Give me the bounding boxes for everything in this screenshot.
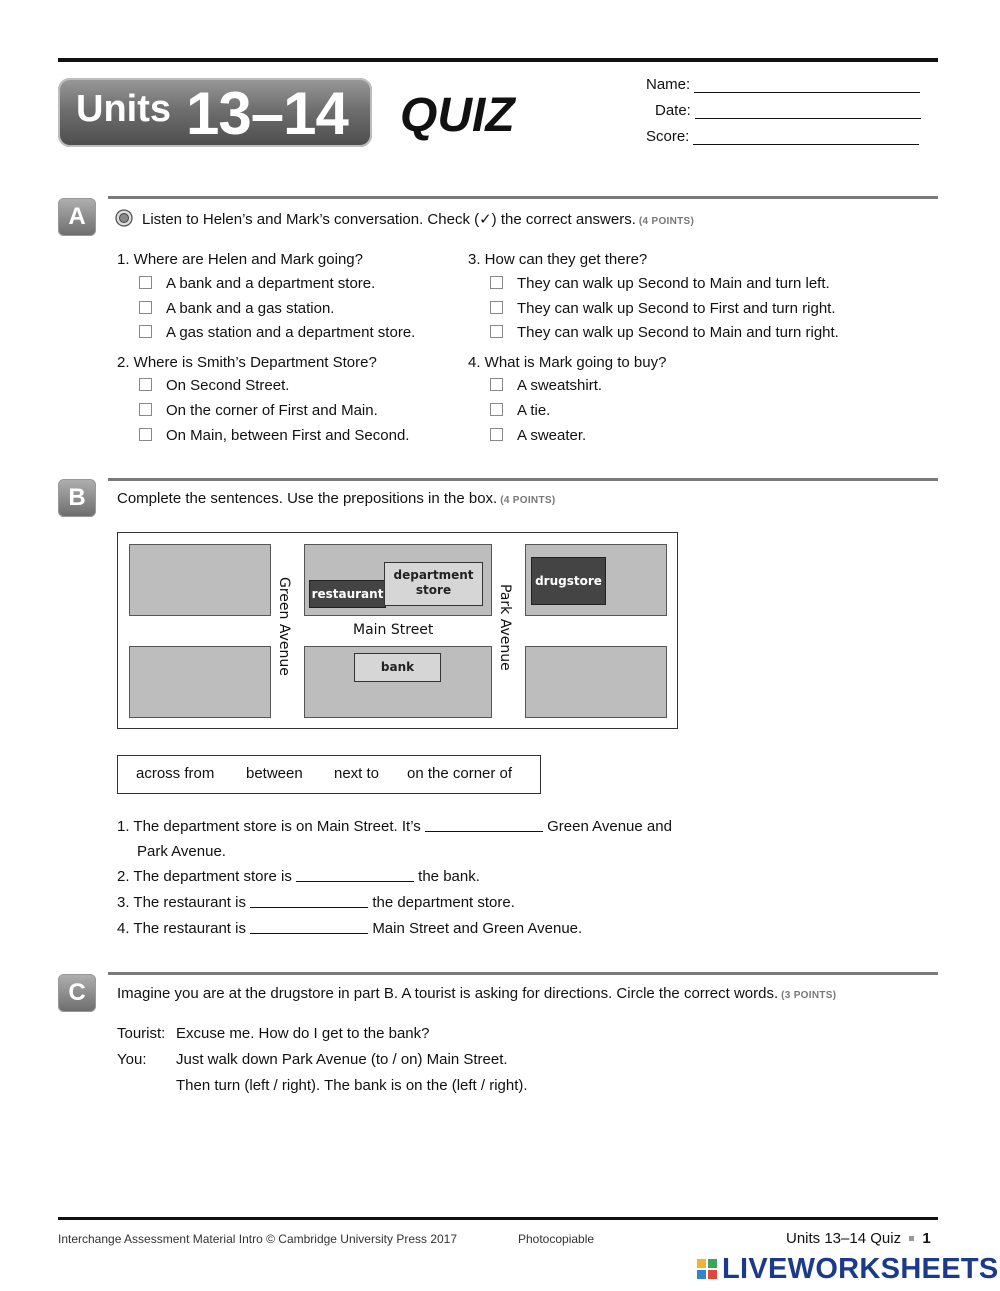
sentence-text: 3. The restaurant is xyxy=(117,894,246,911)
section-a-rule xyxy=(108,196,938,199)
answer-blank[interactable] xyxy=(250,894,368,908)
score-label: Score: xyxy=(646,128,690,145)
you-line-1[interactable]: Just walk down Park Avenue (to / on) Main Street. xyxy=(176,1051,508,1068)
units-word: Units xyxy=(76,88,171,130)
section-c-badge: C xyxy=(58,974,96,1012)
name-field-row xyxy=(646,76,920,93)
department-store-label-line2: store xyxy=(415,583,452,597)
restaurant-label: restaurant xyxy=(309,580,386,608)
sentence-2 xyxy=(117,868,480,885)
footer-page-info xyxy=(786,1230,931,1247)
question-3: 3. How can they get there? xyxy=(468,251,648,268)
word-box-item: on the corner of xyxy=(407,765,513,782)
section-b-badge: B xyxy=(58,479,96,517)
sentence-1-continued: Park Avenue. xyxy=(137,843,226,860)
city-block xyxy=(129,646,271,718)
option-text: A gas station and a department store. xyxy=(166,324,416,341)
bank-label: bank xyxy=(354,653,441,682)
name-line xyxy=(694,78,920,93)
footer-copyright: Interchange Assessment Material Intro © Cambridge University Press 2017 xyxy=(58,1232,458,1246)
checkbox[interactable] xyxy=(490,428,503,441)
footer-page-number: 1 xyxy=(922,1230,931,1247)
sentence-text: the department store. xyxy=(372,894,515,911)
preposition-word-box xyxy=(117,755,541,794)
sentence-text: Main Street and Green Avenue. xyxy=(372,920,583,937)
word-box-item: between xyxy=(246,765,303,782)
sentence-text: 4. The restaurant is xyxy=(117,920,246,937)
option-text: On Second Street. xyxy=(166,377,290,394)
sentence-1 xyxy=(117,818,672,835)
section-c-rule xyxy=(108,972,938,975)
question-4: 4. What is Mark going to buy? xyxy=(468,354,667,371)
option-text: They can walk up Second to Main and turn left. xyxy=(517,275,830,292)
tourist-line: Excuse me. How do I get to the bank? xyxy=(176,1025,430,1042)
checkbox[interactable] xyxy=(139,276,152,289)
q4-option-1 xyxy=(490,377,602,394)
checkbox[interactable] xyxy=(139,428,152,441)
date-field-row xyxy=(655,102,921,119)
section-b-instruction xyxy=(117,490,555,507)
option-text: A tie. xyxy=(517,402,551,419)
section-c-instruction xyxy=(117,985,836,1002)
checkbox[interactable] xyxy=(139,325,152,338)
main-street-label: Main Street xyxy=(353,622,434,638)
you-line-2[interactable]: Then turn (left / right). The bank is on the (left / right). xyxy=(176,1077,528,1094)
footer-rule xyxy=(58,1217,938,1220)
units-badge xyxy=(58,78,372,147)
section-c-points: (3 POINTS) xyxy=(781,990,837,1001)
date-label: Date: xyxy=(655,102,691,119)
checkbox[interactable] xyxy=(490,301,503,314)
checkbox[interactable] xyxy=(490,276,503,289)
option-text: A sweater. xyxy=(517,427,587,444)
checkbox[interactable] xyxy=(490,325,503,338)
q4-option-2 xyxy=(490,402,550,419)
q2-option-1 xyxy=(139,377,289,394)
q1-option-2 xyxy=(139,300,334,317)
quiz-title: QUIZ xyxy=(400,89,515,142)
option-text: They can walk up Second to Main and turn right. xyxy=(517,324,839,341)
q3-option-3 xyxy=(490,324,839,341)
q1-option-1 xyxy=(139,275,375,292)
option-text: A bank and a department store. xyxy=(166,275,376,292)
q1-option-3 xyxy=(139,324,415,341)
date-line xyxy=(695,104,921,119)
answer-blank[interactable] xyxy=(296,868,414,882)
footer-photocopiable: Photocopiable xyxy=(518,1232,595,1246)
liveworksheets-logo-icon xyxy=(696,1258,718,1280)
checkbox[interactable] xyxy=(490,378,503,391)
checkbox[interactable] xyxy=(139,403,152,416)
option-text: A sweatshirt. xyxy=(517,377,603,394)
section-b-instruction-text: Complete the sentences. Use the prepositions in the box. xyxy=(117,490,498,507)
section-a-badge: A xyxy=(58,198,96,236)
section-b-points: (4 POINTS) xyxy=(500,495,556,506)
checkbox[interactable] xyxy=(139,378,152,391)
bullet-icon xyxy=(909,1236,914,1241)
option-text: They can walk up Second to First and turn right. xyxy=(517,300,836,317)
sentence-4 xyxy=(117,920,582,937)
top-rule xyxy=(58,58,938,62)
sentence-text: the bank. xyxy=(418,868,480,885)
checkbox[interactable] xyxy=(490,403,503,416)
street-map xyxy=(117,532,678,729)
section-a-instruction-text: Listen to Helen’s and Mark’s conversation. Check (✓) the correct answers. xyxy=(142,211,636,228)
section-a-instruction xyxy=(142,210,694,228)
answer-blank[interactable] xyxy=(425,818,543,832)
park-avenue-label: Park Avenue xyxy=(497,584,513,671)
option-text: A bank and a gas station. xyxy=(166,300,335,317)
section-b-rule xyxy=(108,478,938,481)
section-c-instruction-text: Imagine you are at the drugstore in part B. A tourist is asking for directions. Circle the correct words. xyxy=(117,985,779,1002)
q3-option-2 xyxy=(490,300,836,317)
q4-option-3 xyxy=(490,427,586,444)
name-label: Name: xyxy=(646,76,691,93)
option-text: On Main, between First and Second. xyxy=(166,427,410,444)
question-1: 1. Where are Helen and Mark going? xyxy=(117,251,363,268)
department-store-label xyxy=(384,562,483,606)
drugstore-label: drugstore xyxy=(531,557,606,605)
liveworksheets-brand[interactable]: LIVEWORKSHEETS xyxy=(722,1253,999,1285)
sentence-text: Green Avenue and xyxy=(547,818,672,835)
word-box-item: next to xyxy=(334,765,380,782)
option-text: On the corner of First and Main. xyxy=(166,402,378,419)
checkbox[interactable] xyxy=(139,301,152,314)
answer-blank[interactable] xyxy=(250,920,368,934)
q2-option-2 xyxy=(139,402,378,419)
units-number: 13–14 xyxy=(186,80,348,147)
department-store-label-line1: department xyxy=(393,568,474,582)
city-block xyxy=(129,544,271,616)
tourist-label: Tourist: xyxy=(117,1025,166,1042)
you-label: You: xyxy=(117,1051,147,1068)
city-block xyxy=(525,646,667,718)
footer-page-title: Units 13–14 Quiz xyxy=(786,1230,902,1247)
question-2: 2. Where is Smith’s Department Store? xyxy=(117,354,377,371)
word-box-item: across from xyxy=(136,765,215,782)
q3-option-1 xyxy=(490,275,830,292)
score-line xyxy=(693,130,919,145)
score-field-row xyxy=(646,128,919,145)
audio-icon[interactable] xyxy=(115,209,133,232)
sentence-text: 2. The department store is xyxy=(117,868,292,885)
sentence-3 xyxy=(117,894,515,911)
green-avenue-label: Green Avenue xyxy=(276,577,292,676)
section-a-points: (4 POINTS) xyxy=(638,216,695,227)
sentence-text: 1. The department store is on Main Street. It’s xyxy=(117,818,421,835)
q2-option-3 xyxy=(139,427,409,444)
